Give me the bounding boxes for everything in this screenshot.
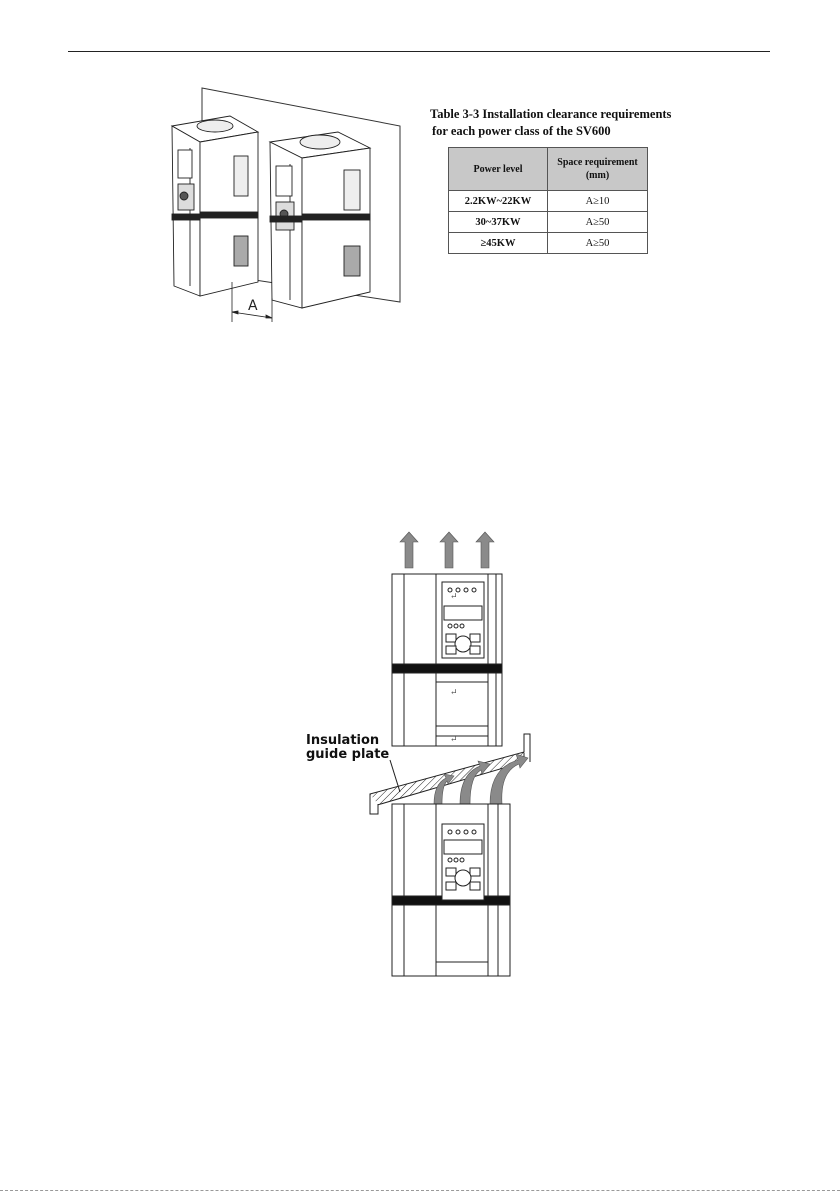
header-rule (68, 51, 770, 52)
upper-drive-illustration (392, 574, 502, 746)
table-cell-space: A≥10 (548, 191, 648, 212)
table-cell-space: A≥50 (548, 212, 648, 233)
table-row (449, 233, 648, 254)
callout-line1: Insulation (306, 733, 380, 748)
table-cell-power-level: ≥45KW (449, 233, 548, 254)
table-header-space-requirement: Space requirement (mm) (548, 148, 648, 191)
table-row (449, 191, 648, 212)
side-by-side-install-figure (160, 86, 410, 330)
exhaust-arrows (400, 532, 494, 568)
right-drive-illustration (270, 132, 370, 308)
lower-drive-illustration (392, 804, 510, 976)
left-drive-illustration (172, 116, 258, 296)
airflow-arrows (434, 754, 528, 804)
clearance-table (448, 147, 648, 254)
table-row (449, 212, 648, 233)
callout-line2: guide plate (306, 747, 390, 762)
enter-glyph: ↵ (450, 734, 458, 744)
table-caption (430, 106, 690, 140)
enter-glyph: ↵ (450, 687, 458, 697)
table-header-power-level: Power level (449, 148, 548, 191)
table-caption-line1: Table 3-3 Installation clearance requirements (430, 107, 672, 121)
insulation-guide-plate-label (306, 734, 389, 762)
table-cell-power-level: 30~37KW (449, 212, 548, 233)
page-bottom-edge (0, 1190, 840, 1191)
table-cell-power-level: 2.2KW~22KW (449, 191, 548, 212)
table-caption-line2: for each power class of the SV600 (432, 124, 611, 138)
table-cell-space: A≥50 (548, 233, 648, 254)
enter-glyph: ↵ (450, 591, 458, 601)
dimension-label: A (248, 298, 258, 314)
